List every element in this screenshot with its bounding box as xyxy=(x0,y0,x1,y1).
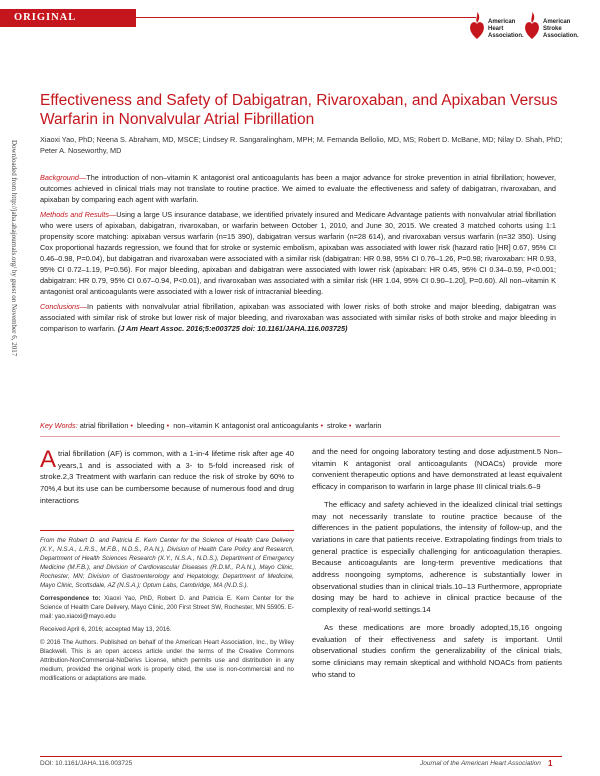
keyword[interactable]: non–vitamin K antagonist oral anticoagulants xyxy=(173,421,319,430)
heart-torch-icon xyxy=(468,9,486,43)
article-title: Effectiveness and Safety of Dabigatran, Rivaroxaban, and Apixaban Versus Warfarin in Nonvalvular Atrial Fibrillation xyxy=(40,92,558,128)
keyword[interactable]: bleeding xyxy=(137,421,165,430)
abstract-methods xyxy=(40,209,556,297)
logo1-line2: Heart xyxy=(488,26,504,32)
conclusions-label: Conclusions— xyxy=(40,302,88,311)
body-paragraph: and the need for ongoing laboratory testing and dose adjustment.5 Non–vitamin K antagonist oral anticoagulants (NOACs) provide more convenient therapeutic options and have demonstrated at least equivalent efficacy in comparison to warfarin in large phase III clinical trials.6–9 xyxy=(312,447,562,492)
download-sidebar xyxy=(6,140,18,580)
logo2-line3: Association. xyxy=(543,33,579,39)
citation: (J Am Heart Assoc. 2016;5:e003725 doi: 10.1161/JAHA.116.003725) xyxy=(117,324,348,333)
asa-logo xyxy=(523,9,579,43)
heart-torch-icon xyxy=(523,9,541,43)
abstract-background xyxy=(40,172,556,205)
footer-journal: Journal of the American Heart Association xyxy=(420,760,541,767)
aha-logo xyxy=(468,9,524,43)
footer-doi[interactable]: DOI: 10.1161/JAHA.116.003725 xyxy=(40,760,133,767)
page-number: 1 xyxy=(548,759,553,768)
body-paragraph: As these medications are more broadly adopted,15,16 ongoing evaluation of their effectiveness and safety is important. Until observational studies confirm the generalizability of the clinical trials, some clinicians may remain skeptical and withhold NOACs from patients who stand to xyxy=(312,622,562,679)
conclusions-text: In patients with nonvalvular atrial fibrillation, apixaban was associated with lower risks of both stroke and major bleeding, dabigatran was associated with similar risk of stroke but lower risk of major bleeding, and rivaroxaban was associated with similar risks of both stroke and major bleeding in comparison to warfarin. xyxy=(40,302,556,333)
correspondence-text: Xiaoxi Yao, PhD, Robert D. and Patricia E. Kern Center for the Science of Health Care Delivery, Mayo Clinic, 200 First Street SW, Rochester, MN 55905. E-mail: yao.xiaoxi@mayo.edu xyxy=(40,595,294,620)
correspondence-label: Correspondence to: xyxy=(40,595,101,602)
section-label: ORIGINAL RESEARCH xyxy=(0,9,136,27)
affiliations xyxy=(40,536,294,687)
background-label: Background— xyxy=(40,173,87,182)
logo1-line1: American xyxy=(488,19,516,25)
methods-text: Using a large US insurance database, we identified privately insured and Medicare Advantage patients with nonvalvular atrial fibrillation who were users of apixaban, dabigatran, rivaroxaban, or warfarin between October 1, 2010, and June 30, 2015. We created 3 matched cohorts using 1:1 propensity score matching: apixaban versus warfarin (n=15 390), dabigatran versus warfarin (n=28 614), and rivaroxaban versus warfarin (n=32 350). Using Cox proportional hazards regression, we found that for stroke or systemic embolism, apixaban was associated with lower risk (hazard ratio [HR] 0.67, 95% CI 0.46–0.98, P=0.04), but dabigatran and rivaroxaban were associated with a similar risk (dabigatran: HR 0.98, 95% CI 0.76–1.26, P=0.98; rivaroxaban: HR 0.93, 95% CI 0.72–1.19, P=0.56). For major bleeding, apixaban and dabigatran were associated with lower risk (apixaban: HR 0.45, 95% CI 0.34–0.59, P<0.001; dabigatran: HR 0.79, 95% CI 0.67–0.94, P<0.01), and rivaroxaban was associated with a similar risk (HR 1.04, 95% CI 0.90–1.20], P=0.60). All non–vitamin K antagonist oral anticoagulants were associated with a lower risk of intracranial bleeding. xyxy=(40,210,556,296)
keywords: Key Words: atrial fibrillation • bleeding • non–vitamin K antagonist oral anticoagulants • stroke • warfarin xyxy=(40,421,382,430)
logo1-line3: Association. xyxy=(488,33,524,39)
drop-cap: A xyxy=(40,446,57,473)
background-text: The introduction of non–vitamin K antagonist oral anticoagulants has been a major advance for stroke prevention in atrial fibrillation; however, outcomes achieved in clinical trials may not translate to routine practice. We aimed to evaluate the effectiveness and safety of dabigatran, rivaroxaban, and apixaban by comparing each agent with warfarin. xyxy=(40,173,556,204)
body-paragraph: The efficacy and safety achieved in the idealized clinical trial settings may not necessarily translate to routine practice because of the differences in the patient populations, the intensity of follow-up, and the variations in care that patients receive. Extrapolating findings from trials to general practice is especially challenging for anticoagulation therapies. Because anticoagulants are long-term preventive medications that address noongoing symptoms, adherence is substantially lower in observational studies than in clinical trials.10–13 Furthermore, appropriate dosing may be hard to achieve in clinical practice because of the complexity of real-world settings.14 xyxy=(312,499,562,615)
body-right-column xyxy=(312,446,562,686)
header-rule xyxy=(136,17,476,18)
intro-text: trial fibrillation (AF) is common, with a 1-in-4 lifetime risk after age 40 years,1 and is associated with a 3- to 5-fold increased risk of stroke.2,3 Treatment with warfarin can reduce the risk of stroke by 60% to 70%,4 but its use can be cumbersome because of numerous food and drug interactions xyxy=(40,449,294,505)
keyword[interactable]: stroke xyxy=(327,421,347,430)
body-left-column xyxy=(40,448,294,513)
abstract-conclusions xyxy=(40,301,556,334)
intro-paragraph xyxy=(40,448,294,507)
methods-label: Methods and Results— xyxy=(40,210,117,219)
logo2-line2: Stroke xyxy=(543,26,562,32)
author-list: Xiaoxi Yao, PhD; Neena S. Abraham, MD, MSCE; Lindsey R. Sangaralingham, MPH; M. Fernanda Bellolio, MD, MS; Robert D. McBane, MD; Nilay D. Shah, PhD; Peter A. Noseworthy, MD xyxy=(40,135,563,155)
affiliation-from: From the Robert D. and Patricia E. Kern Center for the Science of Health Care Delivery (X.Y., N.S.A., L.R.S., M.F.B., N.D.S., P.A.N.), Division of Health Care Policy and Research, Department of Health Sciences Research (X.Y., N.S.A., N.D.S.), Department of Emergency Medicine (M.F.B.), and Division of Cardiovascular Diseases (R.D.M., P.A.N.), Mayo Clinic, Rochester, MN; Division of Gastroenterology and Hepatology, Department of Medicine, Mayo Clinic, Scottsdale, AZ (N.S.A.); Optum Labs, Cambridge, MA (N.D.S.). xyxy=(40,537,294,589)
keyword[interactable]: warfarin xyxy=(355,421,382,430)
footer-rule xyxy=(40,756,562,757)
license-text: © 2016 The Authors. Published on behalf of the American Heart Association, Inc., by Wiley Blackwell. This is an open access article under the terms of the Creative Commons Attribution-NonCommercial-NoDerivs License, which permits use and distribution in any medium, provided the original work is properly cited, the use is non-commercial and no modifications or adaptations are made. xyxy=(40,639,294,682)
keywords-label: Key Words: xyxy=(40,421,78,430)
received-dates: Received April 6, 2016; accepted May 13, 2016. xyxy=(40,626,172,633)
logo2-line1: American xyxy=(543,19,571,25)
keyword[interactable]: atrial fibrillation xyxy=(79,421,129,430)
download-note: Downloaded from http://jaha.ahajournals.org/ by guest on November 6, 2017 xyxy=(10,140,18,357)
section-divider xyxy=(40,436,560,437)
abstract xyxy=(40,172,556,338)
affiliation-rule xyxy=(40,530,294,531)
